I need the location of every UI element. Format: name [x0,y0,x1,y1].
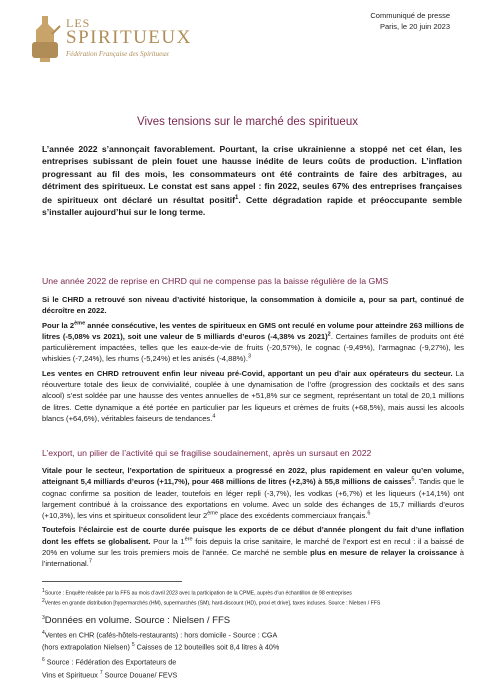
section2-p1: Vitale pour le secteur, l’exportation de spiritueux a progressé en 2022, plus rapidement en valeur qu’en volume, atteignant 5,4 milliards d’euros (+11,7%), pour 468 millions de litres (+2,3%) à 55,8 millions de caisses$^5$. Tandis que le cognac confirme sa position de leader, toutefois en léger repli (-3,7%), les vodkas (+6,7%) et les liqueurs (+14,1%) ont largement contribué à la croissance des exportations en volume. Avec un solde des échanges de 15,7 milliards d’euros (+10,3%), les vins et spiritueux consolident leur 2ème place des excédents commerciaux français.$^6$ [42,466,464,521]
lead-end: . Cette dégradation rapide et préoccupante semble s’installer aujourd’hui sur le long terme. [42,195,463,218]
footnote-4: $^4$Ventes en CHR (cafés-hôtels-restaurants) : hors domicile - Source : CGA [42,630,278,640]
logo-les: LES [66,16,91,30]
logo-name: SPIRITUEUX [66,27,192,48]
footnote-1: $^1$Source : Enquête réalisée par la FFS au mois d’avril 2023 avec la participation de la CPME, auprès d’un échantillon de 98 entreprises [42,588,352,597]
section1-title: Une année 2022 de reprise en CHRD qui ne compense pas la baisse régulière de la GMS [42,276,389,286]
section1-p3: Les ventes en CHRD retrouvent enfin leur niveau pré-Covid, apportant un peu d’air aux opérateurs du secteur. La réouverture totale des lieux de convivialité, couplée à une dynamisation de l’offre (progression des cocktails et des sans alcool) s’est soldée par une hausse des ventes annuelles de +51,8% sur ce segment, représentant un total de 20,1 millions de litres. Cette dynamique a été portée en particulier par les liqueurs et crèmes de fruits (+68,5%), mais aussi les alcools blancs (+64,6%), véritables faiseurs de tendances.$^4$ [42,368,464,423]
section2-body [42,465,464,573]
footnote-divider [42,581,182,582]
footnote-6: $^6$ Source : Fédération des Exportateurs de [42,657,177,667]
section1-p2: Pour la 2ème année consécutive, les ventes de spiritueux en GMS ont reculé en volume pour atteindre 263 millions de litres (-5,08% vs 2021), soit une valeur de 5 milliards d’euros (-4,38% vs 2021)$^2$. Certaines familles de produits ont été particulièrement impactées, telles que les eaux-de-vie de fruits (-20,57%), le cognac (-9,49%), l’armagnac (-9,27%), les whiskies (-7,24%), les rhums (-5,24%) et les anisés (-4,88%).$^3$ [42,320,464,364]
page-title: Vives tensions sur le marché des spiritueux [137,116,358,128]
still-icon [28,12,62,64]
footnote-3: $^3$Données en volume. Source : Nielsen / FFS [42,615,231,627]
section1-p1: Si le CHRD a retrouvé son niveau d’activité historique, la consommation à domicile a, pour sa part, continué de décroître en 2022. [42,295,464,316]
press-header [370,10,450,32]
lead-text: L’année 2022 s’annonçait favorablement. Pourtant, la crise ukrainienne a stoppé net cet élan, les entreprises subissant de plein fouet une hausse inédite de leurs coûts de production. L’inflation progressant au fil des mois, les consommateurs ont été contraints de faire des arbitrages, au détriment des spiritueux. Le constat est sans appel : fin 2022, seules 67% des entreprises françaises de spiritueux ont déclaré un résultat positif [42,144,462,206]
footnote-6-7: Vins et Spiritueux $^7$ Source Douane/ FEVS [42,670,178,680]
press-date: Paris, le 20 juin 2023 [379,22,450,31]
footnote-2: $^2$Ventes en grande distribution [hypermarchés (HM), supermarchés (SM), hard-discount (HD), proxi et drive], taxes incluses. Source : Nielsen / FFS [42,598,381,607]
footnote-4-5: (hors extrapolation Nielsen) $^5$ Caisses de 12 bouteilles soit 8,4 litres à 40% [42,642,280,652]
footnote-ref-1: 1 [235,195,239,202]
press-label: Communiqué de presse [370,11,450,20]
federation-logo [28,12,198,68]
section2-p2: Toutefois l’éclaircie est de courte durée puisque les exports de ce début d’année plongent du fait d’une inflation dont les effets se globalisent. Pour la 1ère fois depuis la crise sanitaire, le marché de l’export est en recul : il a baissé de 20% en volume sur les trois premiers mois de l’année. Ce marché ne semble plus en mesure de relayer la croissance à l’international.$^7$ [42,525,464,569]
lead-paragraph [42,143,462,219]
logo-tagline: Fédération Française des Spiritueux [66,50,169,58]
section1-body [42,294,464,427]
section2-title: L’export, un pilier de l’activité qui se fragilise soudainement, après un sursaut en 2022 [42,448,372,458]
